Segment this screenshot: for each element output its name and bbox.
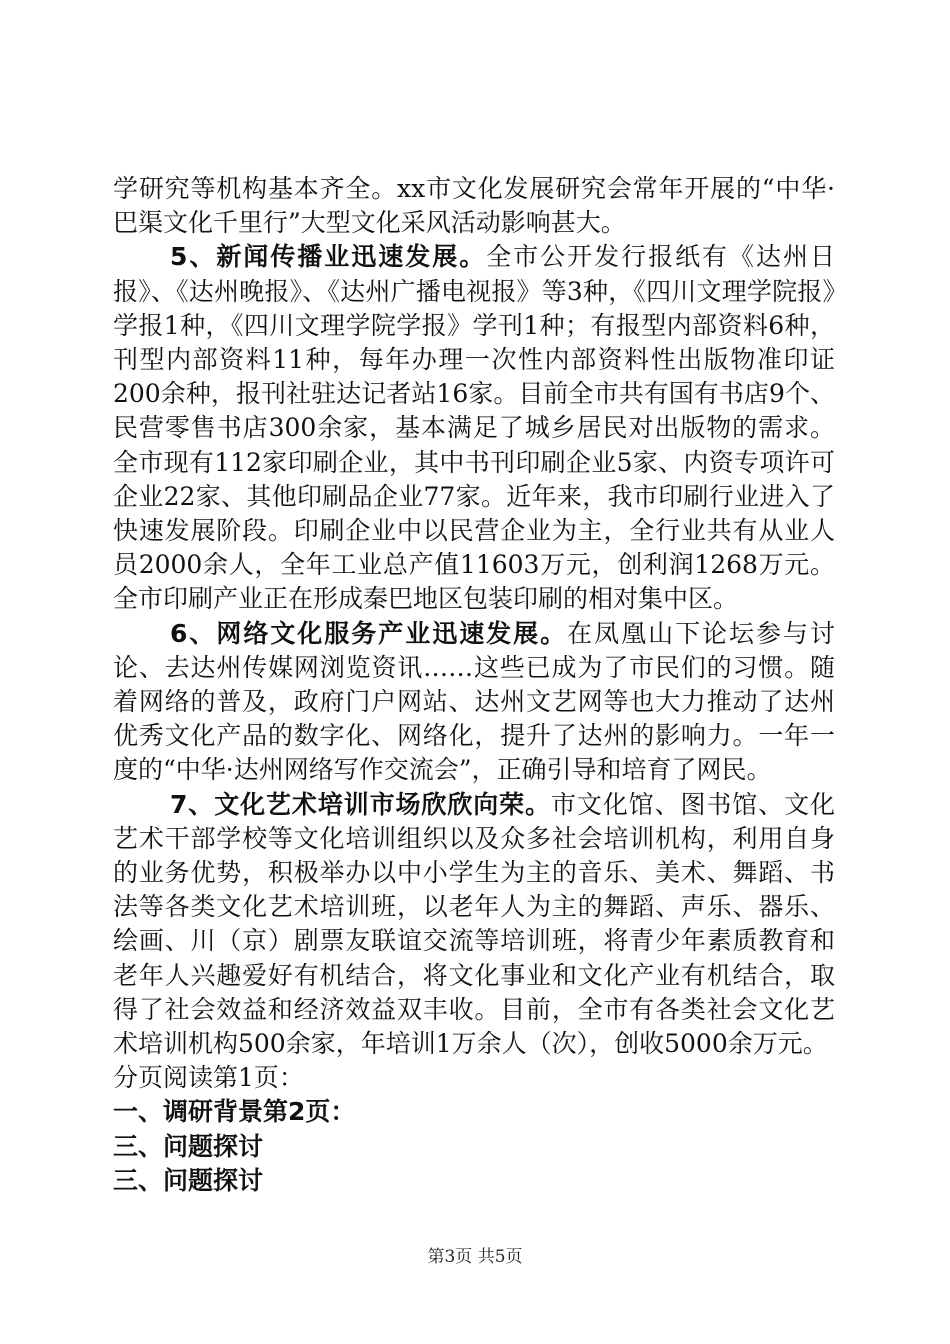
- toc-line-background[interactable]: 一、调研背景第2页：: [113, 1097, 356, 1127]
- section-heading-6: 6、网络文化服务产业迅速发展。: [170, 618, 568, 648]
- toc-line-discussion-repeat[interactable]: 三、问题探讨: [113, 1165, 264, 1195]
- section-body-6: 在凤凰山下论坛参与讨论、去达州传媒网浏览资讯……这些已成为了市民们的习惯。随着网络的普及，政府门户网站、达州文艺网等也大力推动了达州优秀文化产品的数字化、网络化，提升了达州的影响力。一年一度的“中华·达州网络写作交流会”，正确引导和培育了网民。: [113, 618, 835, 785]
- toc-line-pagination: 分页阅读第1页：: [113, 1063, 304, 1093]
- intro-paragraph: 学研究等机构基本齐全。xx市文化发展研究会常年开展的“中华·巴渠文化千里行”大型文化采风活动影响甚大。: [113, 174, 835, 238]
- section-heading-7: 7、文化艺术培训市场欣欣向荣。: [170, 789, 551, 819]
- section-body-7: 市文化馆、图书馆、文化艺术干部学校等文化培训组织以及众多社会培训机构，利用自身的业务优势，积极举办以中小学生为主的音乐、美术、舞蹈、书法等各类文化艺术培训班，以老年人为主的舞蹈、声乐、器乐、绘画、川（京）剧票友联谊交流等培训班，将青少年素质教育和老年人兴趣爱好有机结合，将文化事业和文化产业有机结合，取得了社会效益和经济效益双丰收。目前，全市有各类社会文化艺术培训机构500余家，年培训1万余人（次），创收5000余万元。: [113, 789, 835, 1059]
- section-heading-5: 5、新闻传播业迅速发展。: [170, 242, 487, 272]
- page-footer: 第3页 共5页: [427, 1247, 523, 1267]
- section-paragraph-7: [113, 788, 835, 1062]
- section-paragraph-5: [113, 240, 835, 616]
- section-paragraph-6: [113, 617, 835, 788]
- document-body: [113, 172, 835, 1198]
- toc-line-discussion[interactable]: 三、问题探讨: [113, 1131, 264, 1161]
- section-body-5: 全市公开发行报纸有《达州日报》、《达州晚报》、《达州广播电视报》等3种，《四川文理学院报》学报1种，《四川文理学院学报》学刊1种；有报型内部资料6种，刊型内部资料11种，每年办理一次性内部资料性出版物准印证200余种，报刊社驻达记者站16家。目前全市共有国有书店9个、民营零售书店300余家，基本满足了城乡居民对出版物的需求。全市现有112家印刷企业，其中书刊印刷企业5家、内资专项许可企业22家、其他印刷品企业77家。近年来，我市印刷行业进入了快速发展阶段。印刷企业中以民营企业为主，全行业共有从业人员2000余人，全年工业总产值11603万元，创利润1268万元。全市印刷产业正在形成秦巴地区包装印刷的相对集中区。: [113, 242, 835, 614]
